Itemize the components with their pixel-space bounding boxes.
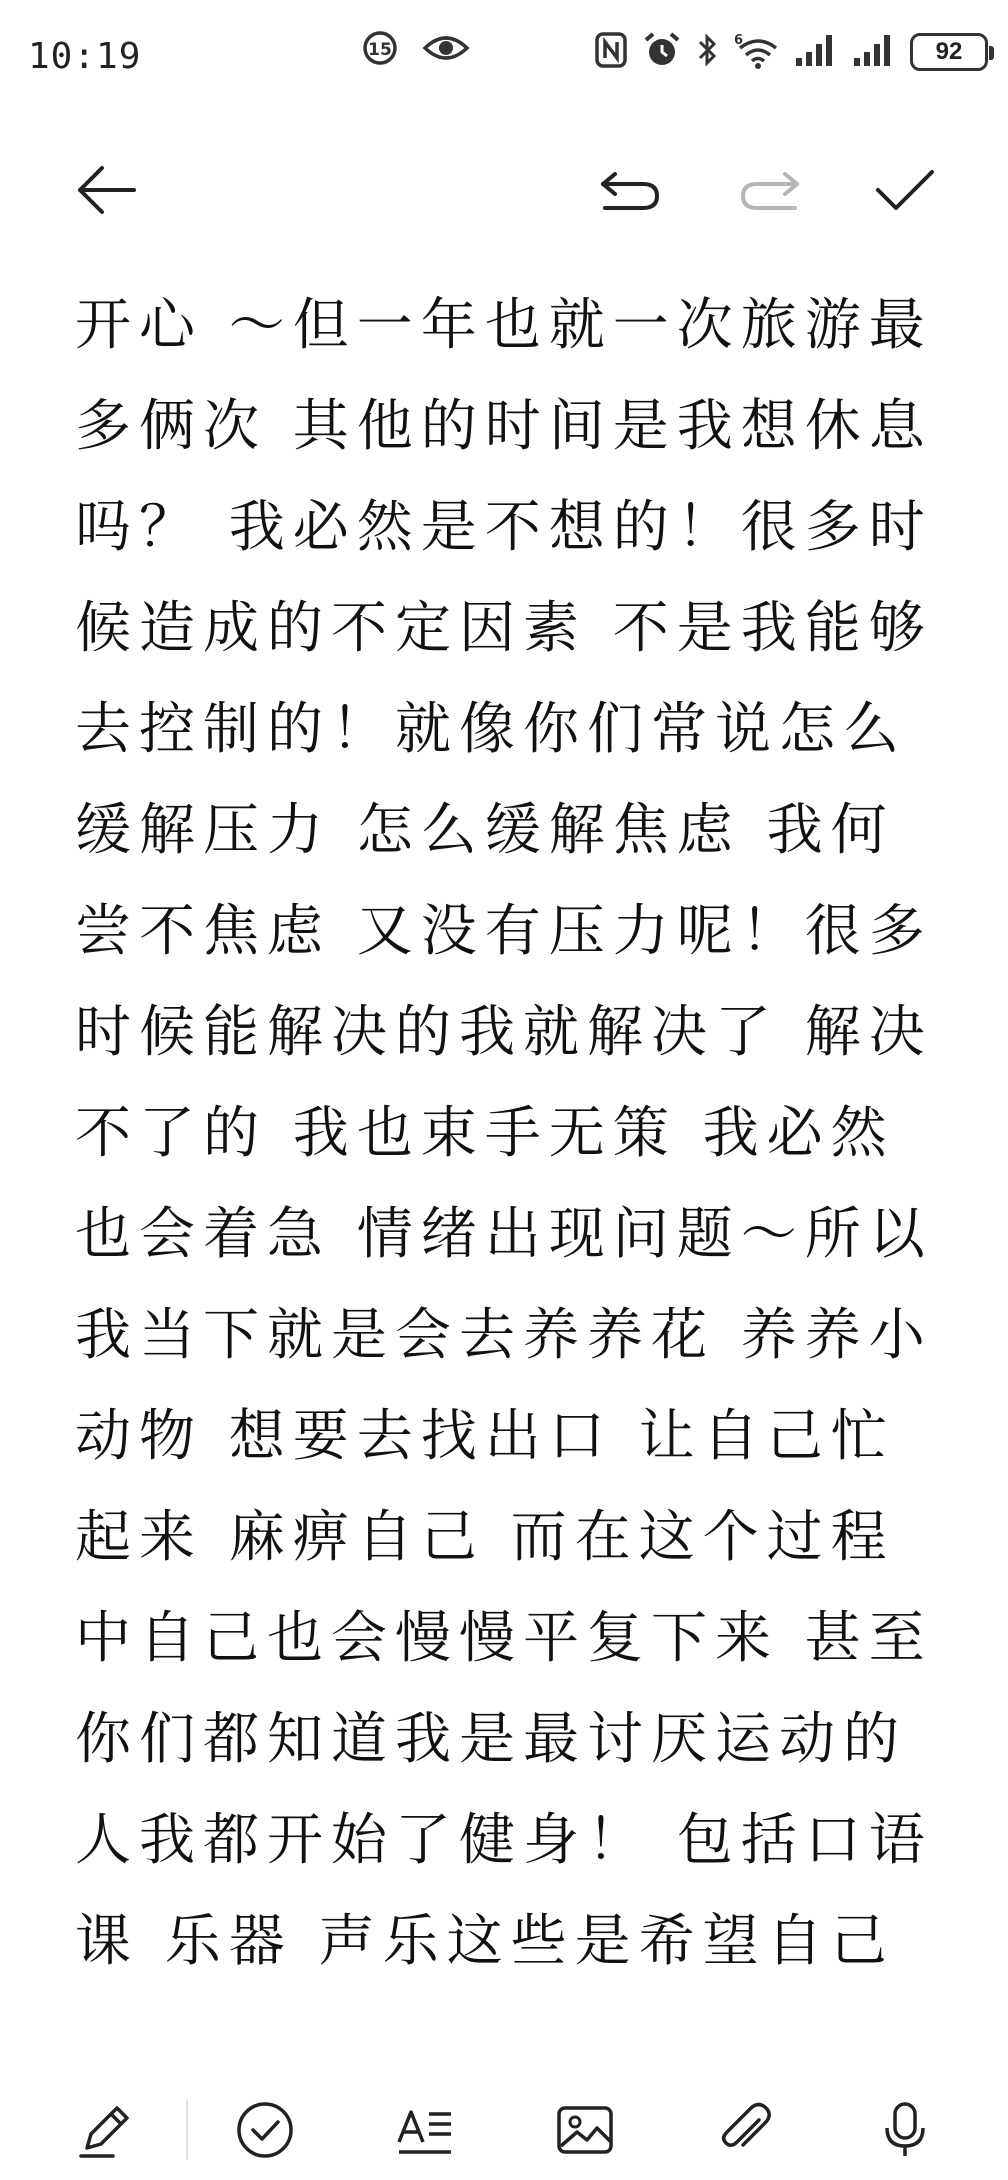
pen-icon — [73, 2098, 137, 2162]
battery-level: 92 — [935, 38, 963, 65]
attachment-icon — [713, 2098, 777, 2162]
signal-icon — [794, 30, 838, 74]
handwriting-button[interactable] — [60, 2085, 150, 2175]
checklist-icon — [233, 2098, 297, 2162]
status-center-icons — [360, 28, 470, 72]
nfc-icon — [594, 30, 628, 74]
alarm-icon — [642, 30, 682, 74]
undo-button[interactable] — [580, 140, 680, 240]
note-body-text[interactable]: 开心 ～但一年也就一次旅游最多俩次 其他的时间是我想休息吗？ 我必然是不想的！很多时候造成的不定因素 不是我能够去控制的！就像你们常说怎么缓解压力 怎么缓解焦虑 我何尝不焦虑 又没有压力呢！很多时候能解决的我就解决了 解决不了的 我也束手无策 我必然也会着急 情绪出现问题～所以 我当下就是会去养养花 养养小动物 想要去找出口 让自己忙起来 麻痹自己 而在这个过程中自己也会慢慢平复下来 甚至你们都知道我是最讨厌运动的人我都开始了健身！ 包括口语课 乐器 声乐这些是希望自己 — [75, 293, 959, 1974]
status-bar — [0, 0, 1008, 110]
attachment-button[interactable] — [700, 2085, 790, 2175]
wifi-6-icon — [732, 30, 780, 74]
notification-badge-icon — [360, 28, 400, 72]
back-arrow-icon — [70, 160, 140, 220]
back-button[interactable] — [55, 140, 155, 240]
status-time: 10:19 — [28, 36, 142, 77]
editor-toolbar — [0, 140, 1008, 240]
text-format-icon — [393, 2098, 457, 2162]
undo-icon — [595, 160, 665, 220]
checklist-button[interactable] — [220, 2085, 310, 2175]
save-button[interactable] — [855, 140, 955, 240]
battery-icon — [910, 33, 988, 71]
signal-icon — [852, 30, 896, 74]
voice-input-button[interactable] — [860, 2085, 950, 2175]
check-icon — [870, 160, 940, 220]
svg-text:6: 6 — [734, 33, 744, 48]
bluetooth-icon — [696, 30, 718, 74]
bottom-toolbar — [0, 2075, 1008, 2180]
image-icon — [553, 2098, 617, 2162]
text-format-button[interactable] — [380, 2085, 470, 2175]
redo-button[interactable] — [720, 140, 820, 240]
status-right-icons — [594, 30, 988, 74]
svg-text:15: 15 — [368, 40, 392, 60]
note-editor[interactable] — [0, 275, 1008, 2047]
eye-icon — [422, 28, 470, 72]
toolbar-divider — [186, 2100, 188, 2160]
redo-icon — [735, 160, 805, 220]
microphone-icon — [873, 2098, 937, 2162]
insert-image-button[interactable] — [540, 2085, 630, 2175]
